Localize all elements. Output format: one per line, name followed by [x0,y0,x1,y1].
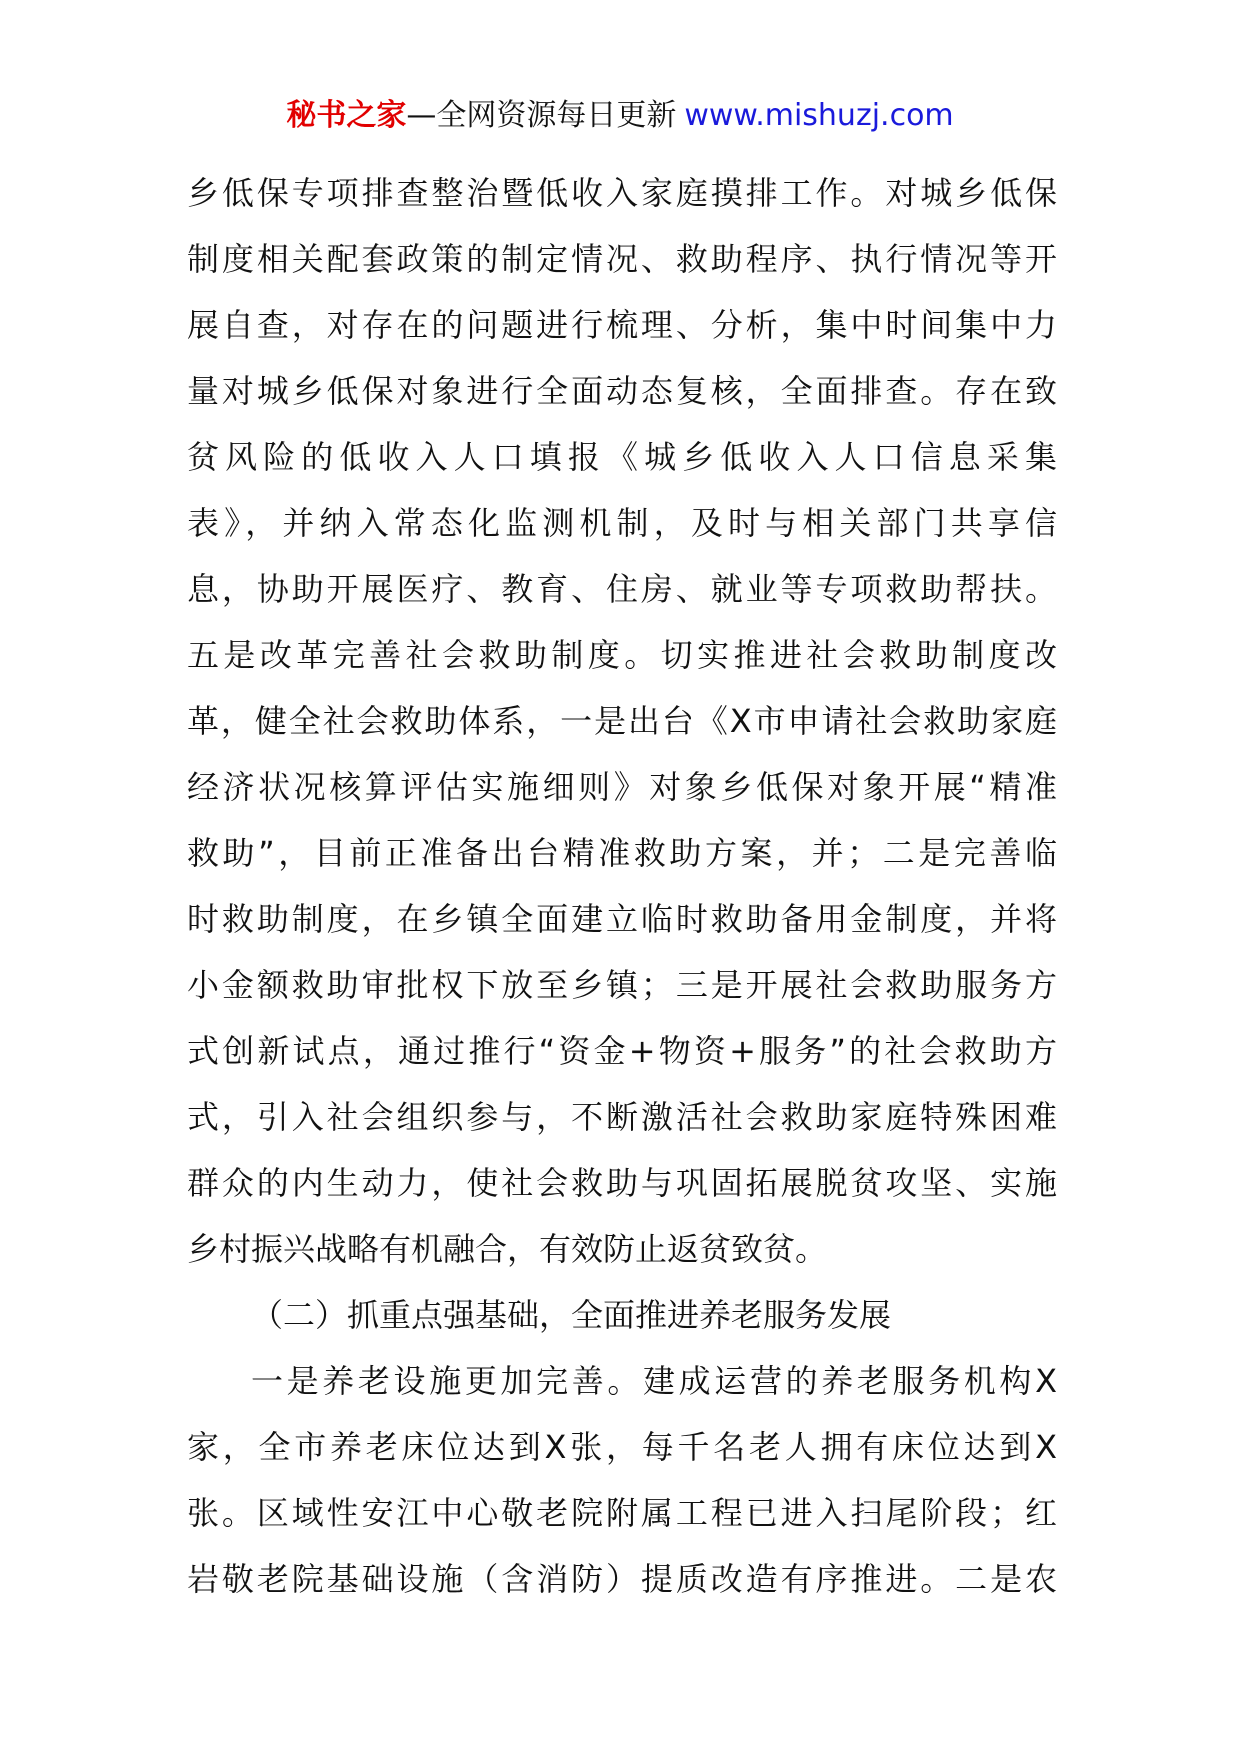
text-line: 五是改革完善社会救助制度。切实推进社会救助制度改 [187,636,1057,674]
text-line: 乡低保专项排查整治暨低收入家庭摸排工作。对城乡低保 [187,174,1057,212]
text-line: 式，引入社会组织参与，不断激活社会救助家庭特殊困难 [187,1098,1057,1136]
site-header [0,96,1240,136]
document-body [187,160,1057,1612]
paragraph-first-line: 一是养老设施更加完善。建成运营的养老服务机构X [251,1362,1057,1400]
text-line: 救助”，目前正准备出台精准救助方案，并；二是完善临 [187,834,1057,872]
site-url-link[interactable]: www.mishuzj.com [684,98,954,133]
paragraph-end-line: 乡村振兴战略有机融合，有效防止返贫致贫。 [187,1230,828,1268]
text-line: 贫风险的低收入人口填报《城乡低收入人口信息采集 [187,438,1057,476]
text-line: 群众的内生动力，使社会救助与巩固拓展脱贫攻坚、实施 [187,1164,1057,1202]
text-line: 小金额救助审批权下放至乡镇；三是开展社会救助服务方 [187,966,1057,1004]
text-line: 展自查，对存在的问题进行梳理、分析，集中时间集中力 [187,306,1057,344]
text-line: 息，协助开展医疗、教育、住房、就业等专项救助帮扶。 [187,570,1057,608]
text-line: 表》，并纳入常态化监测机制，及时与相关部门共享信 [187,504,1057,542]
text-line: 岩敬老院基础设施（含消防）提质改造有序推进。二是农 [187,1560,1057,1598]
site-tagline: —全网资源每日更新 [406,98,677,133]
text-line: 量对城乡低保对象进行全面动态复核，全面排查。存在致 [187,372,1057,410]
text-line: 经济状况核算评估实施细则》对象乡低保对象开展“精准 [187,768,1057,806]
text-line: 时救助制度，在乡镇全面建立临时救助备用金制度，并将 [187,900,1057,938]
text-line: 家，全市养老床位达到X张，每千名老人拥有床位达到X [187,1428,1057,1466]
text-line: 制度相关配套政策的制定情况、救助程序、执行情况等开 [187,240,1057,278]
text-line: 式创新试点，通过推行“资金+物资+服务”的社会救助方 [187,1032,1057,1070]
site-brand: 秘书之家 [286,98,407,133]
text-line: 革，健全社会救助体系，一是出台《X市申请社会救助家庭 [187,702,1057,740]
text-line: 张。区域性安江中心敬老院附属工程已进入扫尾阶段；红 [187,1494,1057,1532]
section-heading: （二）抓重点强基础，全面推进养老服务发展 [251,1296,892,1334]
